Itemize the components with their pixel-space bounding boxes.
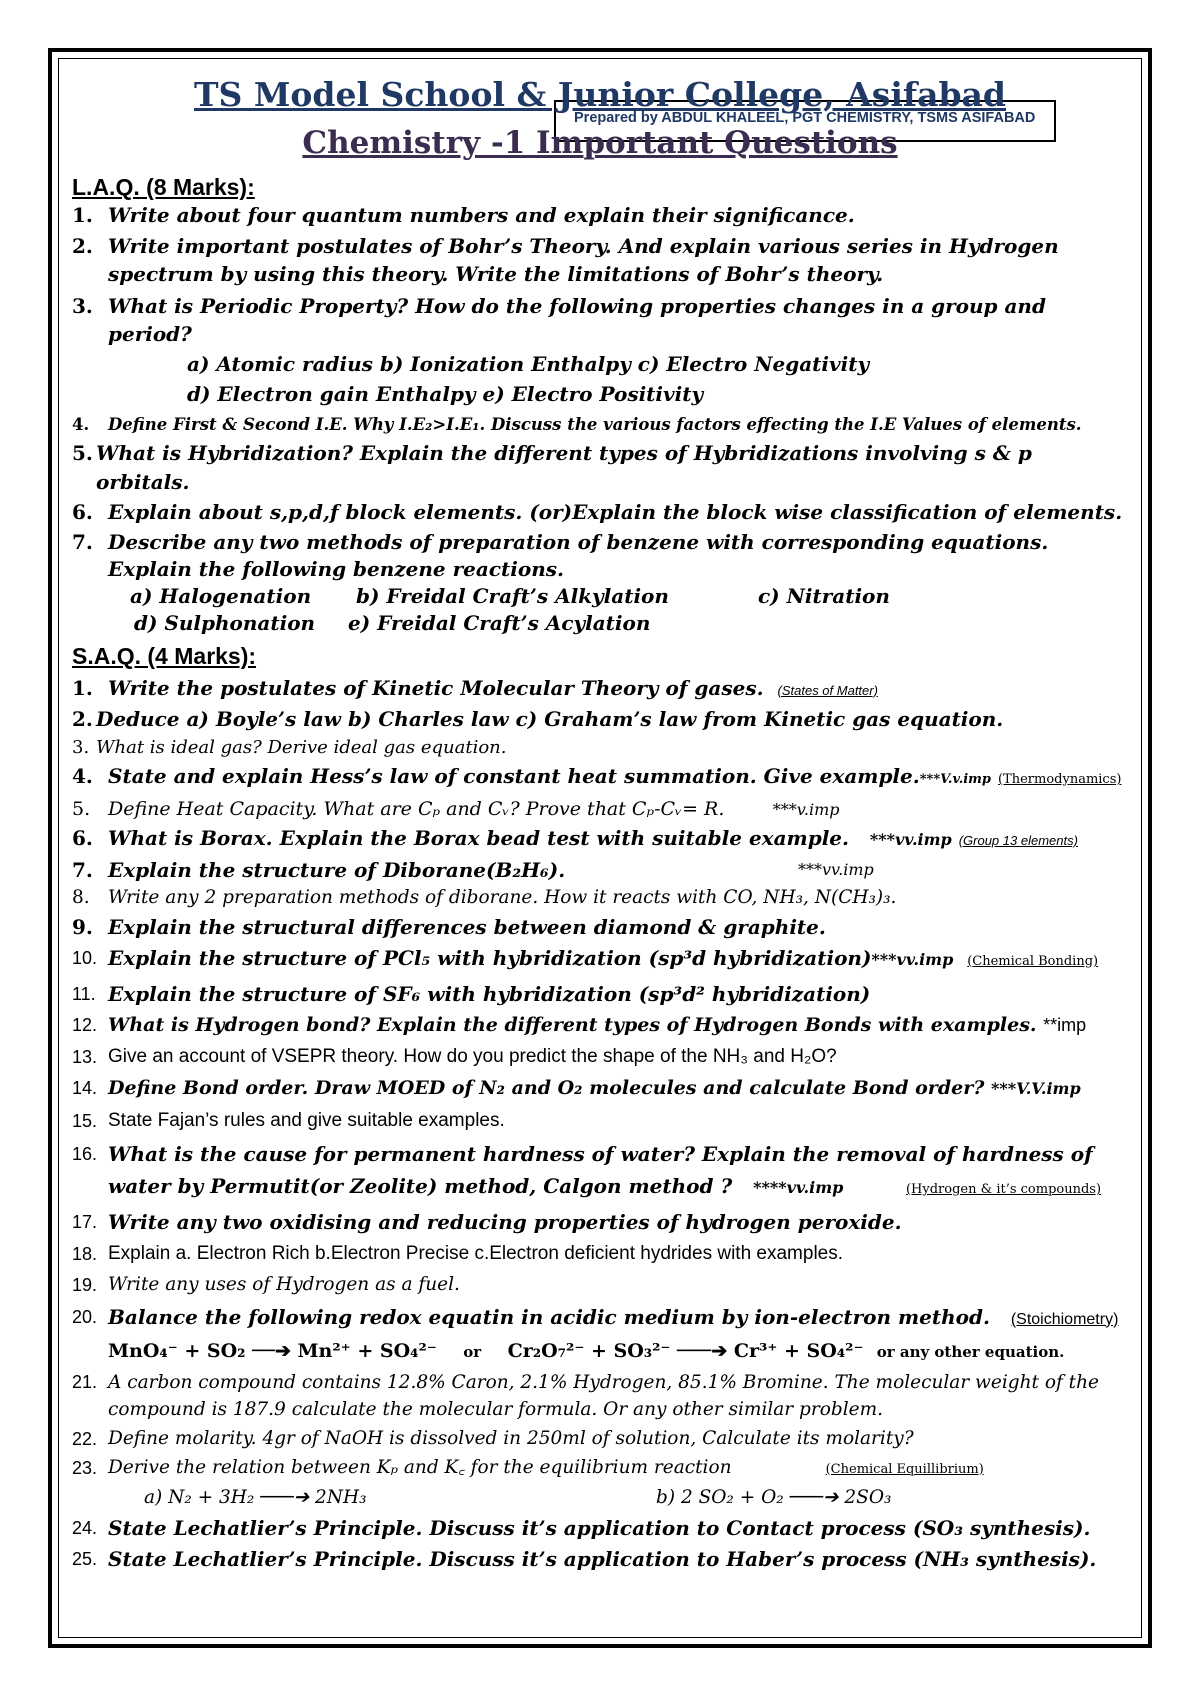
saq-question-24: 24. State Lechatlier’s Principle. Discuss it’s application to Contact process (SO₃ synthesis).: [72, 1516, 1091, 1540]
saq-question-3: 3. What is ideal gas? Derive ideal gas equation.: [72, 736, 507, 758]
redox-equations: MnO₄⁻ + SO₂ ──➔ Mn²⁺ + SO₄²⁻ or Cr₂O₇²⁻ + SO₃²⁻ ───➔ Cr³⁺ + SO₄²⁻ or any other equation.: [108, 1340, 1065, 1362]
equation-permanganate: MnO₄⁻ + SO₂ ──➔ Mn²⁺ + SO₄²⁻: [108, 1340, 437, 1362]
laq-question-7-options-2: [72, 610, 1128, 637]
laq-question-2: 2. Write important postulates of Bohr’s Theory. And explain various series in Hydrogen spectrum by using this theory. Write the limitations of Bohr’s theory.: [72, 233, 1059, 286]
topic-ref-hydrogen: (Hydrogen & it’s compounds): [905, 1182, 1102, 1197]
school-title: TS Model School & Junior College, Asifabad: [194, 75, 1006, 114]
laq-question-4: 4. Define First & Second I.E. Why I.E₂>I.E₁. Discuss the various factors effecting the I.E Values of elements.: [72, 414, 1082, 434]
topic-ref-stoichiometry: (Stoichiometry): [1010, 1310, 1119, 1328]
saq-question-15: 15. State Fajan’s rules and give suitable examples.: [72, 1109, 505, 1131]
saq-question-13: 13. Give an account of VSEPR theory. How do you predict the shape of the NH₃ and H₂O?: [72, 1045, 837, 1067]
saq-question-1: 1. Write the postulates of Kinetic Molecular Theory of gases. (States of Matter): [72, 675, 878, 700]
laq-question-3-options-1: a) Atomic radius b) Ionization Enthalpy c) Electro Negativity: [187, 351, 870, 376]
reaction-haber: a) N₂ + 3H₂ ───➔ 2NH₃: [144, 1487, 367, 1508]
topic-ref-states-of-matter: (States of Matter): [777, 682, 878, 698]
saq-question-25: 25. State Lechatlier’s Principle. Discuss it’s application to Haber’s process (NH₃ synthesis).: [72, 1546, 1097, 1571]
topic-ref-chemical-bonding: (Chemical Bonding): [967, 954, 1099, 969]
saq-question-8: 8. Write any 2 preparation methods of diborane. How it reacts with CO, NH₃, N(CH₃)₃.: [72, 887, 897, 908]
saq-question-14: 14. Define Bond order. Draw MOED of N₂ and O₂ molecules and calculate Bond order? ***V.V.imp: [72, 1077, 1081, 1099]
laq-question-5: 5. What is Hybridization? Explain the different types of Hybridizations involving s & p orbitals.: [72, 441, 1032, 494]
laq-question-1: 1. Write about four quantum numbers and explain their significance.: [72, 203, 855, 227]
topic-ref-chemical-equilibrium: (Chemical Equillibrium): [825, 1461, 984, 1477]
saq-question-18: 18. Explain a. Electron Rich b.Electron Precise c.Electron deficient hydrides with examples.: [72, 1242, 844, 1264]
option-acylation: e) Freidal Craft’s Acylation: [348, 610, 651, 635]
laq-question-3-options-2: d) Electron gain Enthalpy e) Electro Positivity: [187, 381, 704, 406]
saq-question-7: 7. Explain the structure of Diborane(B₂H₆). ***vv.imp: [72, 857, 874, 882]
saq-question-11: 11. Explain the structure of SF₆ with hybridization (sp³d² hybridization): [72, 981, 871, 1006]
saq-question-6: 6. What is Borax. Explain the Borax bead test with suitable example. ***vv.imp (Group 13 elements): [72, 826, 1078, 850]
saq-question-21: 21. A carbon compound contains 12.8% Caron, 2.1% Hydrogen, 85.1% Bromine. The molecular weight of the compound is 187.9 calculate the molecular formula. Or any other similar problem.: [72, 1372, 1099, 1420]
laq-heading: L.A.Q. (8 Marks):: [72, 174, 255, 200]
saq-question-22: 22. Define molarity. 4gr of NaOH is dissolved in 250ml of solution, Calculate its molarity?: [72, 1428, 914, 1449]
equilibrium-reactions: [72, 1484, 1128, 1512]
saq-question-19: 19. Write any uses of Hydrogen as a fuel.: [72, 1274, 460, 1295]
saq-question-17: 17. Write any two oxidising and reducing properties of hydrogen peroxide.: [72, 1210, 902, 1234]
saq-question-16: 16. What is the cause for permanent hardness of water? Explain the removal of hardness of water by Permutit(or Zeolite) method, Calgon method ? ****vv.imp (Hydrogen & it’s compounds): [72, 1142, 1102, 1198]
saq-question-5: 5. Define Heat Capacity. What are Cₚ and Cᵥ? Prove that Cₚ-Cᵥ= R. ***v.imp: [72, 797, 840, 820]
option-nitration: c) Nitration: [758, 583, 890, 608]
laq-question-6: 6. Explain about s,p,d,f block elements. (or)Explain the block wise classification of elements.: [72, 500, 1123, 524]
document-content: [72, 72, 1128, 1573]
prepared-by-box: Prepared by ABDUL KHALEEL, PGT CHEMISTRY, TSMS ASIFABAD: [554, 100, 1056, 142]
saq-question-23: 23. Derive the relation between Kₚ and K꜀ for the equilibrium reaction (Chemical Equillibrium): [72, 1456, 984, 1478]
option-alkylation: b) Freidal Craft’s Alkylation: [356, 583, 669, 608]
saq-heading: S.A.Q. (4 Marks):: [72, 642, 257, 669]
saq-question-4: 4. State and explain Hess’s law of constant heat summation. Give example.***V.v.imp (Thermodynamics): [72, 764, 1122, 788]
topic-ref-group-13: (Group 13 elements): [958, 833, 1078, 848]
laq-question-7-options-1: [72, 583, 1128, 610]
reaction-contact: b) 2 SO₂ + O₂ ───➔ 2SO₃: [656, 1487, 892, 1508]
saq-question-10: 10. Explain the structure of PCl₅ with hybridization (sp³d hybridization)***vv.imp (Chemical Bonding): [72, 946, 1099, 970]
option-sulphonation: d) Sulphonation: [134, 610, 316, 635]
laq-question-7: 7. Describe any two methods of preparation of benzene with corresponding equations. Explain the following benzene reactions.: [72, 529, 1049, 581]
laq-question-3: 3. What is Periodic Property? How do the following properties changes in a group and period?: [72, 293, 1046, 346]
saq-question-9: 9. Explain the structural differences between diamond & graphite.: [72, 914, 826, 939]
subject-title: Chemistry -1 Important Questions: [302, 125, 898, 161]
topic-ref-thermodynamics: (Thermodynamics): [997, 772, 1122, 787]
option-halogenation: a) Halogenation: [130, 583, 312, 608]
saq-question-20: 20. Balance the following redox equatin in acidic medium by ion-electron method. (Stoichiometry): [72, 1304, 1119, 1329]
saq-question-2: 2. Deduce a) Boyle’s law b) Charles law c) Graham’s law from Kinetic gas equation.: [72, 707, 1004, 731]
equation-dichromate: Cr₂O₇²⁻ + SO₃²⁻ ───➔ Cr³⁺ + SO₄²⁻: [507, 1340, 864, 1362]
saq-question-12: 12. What is Hydrogen bond? Explain the different types of Hydrogen Bonds with examples. **imp: [72, 1014, 1087, 1036]
